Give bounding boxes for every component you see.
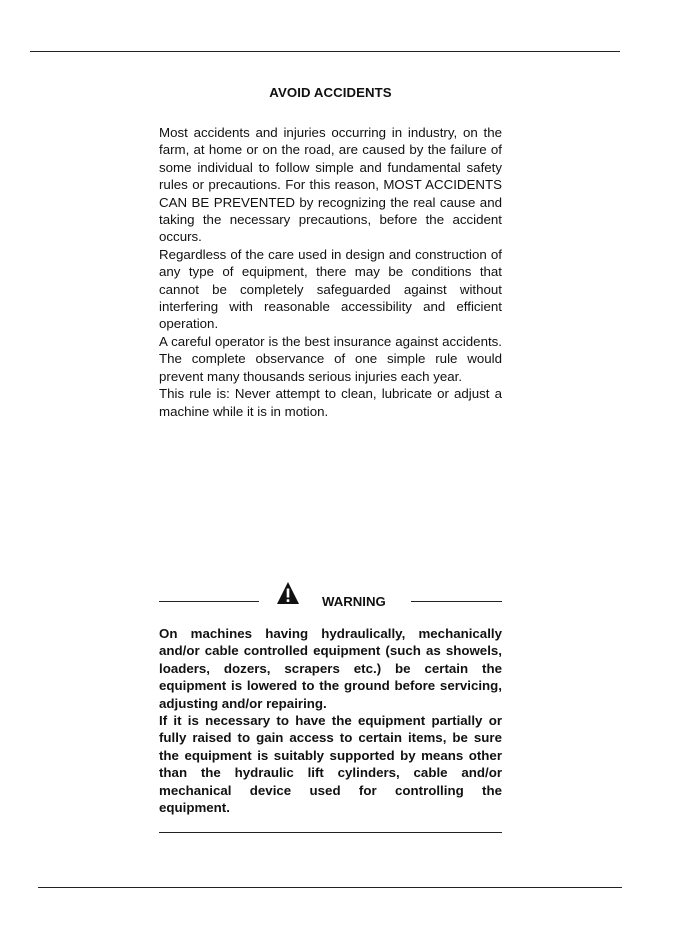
top-rule — [30, 51, 620, 52]
warning-triangle-icon — [276, 581, 300, 605]
page-title: AVOID ACCIDENTS — [269, 85, 392, 100]
warning-paragraph: On machines having hydraulically, mechanically and/or cable controlled equipment (such as showels, loaders, dozers, scrapers etc.) be certain the equipment is lowered to the ground before servicing, adjusting and/or repairing. — [159, 626, 502, 711]
paragraph: A careful operator is the best insurance against accidents. The complete observance of one simple rule would prevent many thousands serious injuries each year. — [159, 333, 502, 384]
warning-header — [159, 580, 502, 614]
warning-rule-right — [411, 601, 502, 602]
warning-paragraph: If it is necessary to have the equipment partially or fully raised to gain access to certain items, be sure the equipment is suitably supported by means other than the hydraulic lift cylinders, cable and/or mechanical device used for controlling the equipment. — [159, 713, 502, 816]
warning-label: WARNING — [322, 594, 386, 609]
body-text — [159, 124, 502, 420]
bottom-rule — [38, 887, 622, 888]
paragraph: Most accidents and injuries occurring in industry, on the farm, at home or on the road, are caused by the failure of some individual to follow simple and fundamental safety rules or precautions. For this reason, MOST ACCIDENTS CAN BE PREVENTED by recognizing the real cause and taking the necessary precautions, before the accident occurs. — [159, 125, 502, 245]
paragraph: Regardless of the care used in design and construction of any type of equipment, there may be conditions that cannot be completely safeguarded against without interfering with reasonable accessibility and efficient operation. — [159, 246, 502, 332]
warning-bottom-rule — [159, 832, 502, 833]
warning-text — [159, 625, 502, 816]
paragraph: This rule is: Never attempt to clean, lubricate or adjust a machine while it is in motion. — [159, 386, 502, 419]
warning-rule-left — [159, 601, 259, 602]
